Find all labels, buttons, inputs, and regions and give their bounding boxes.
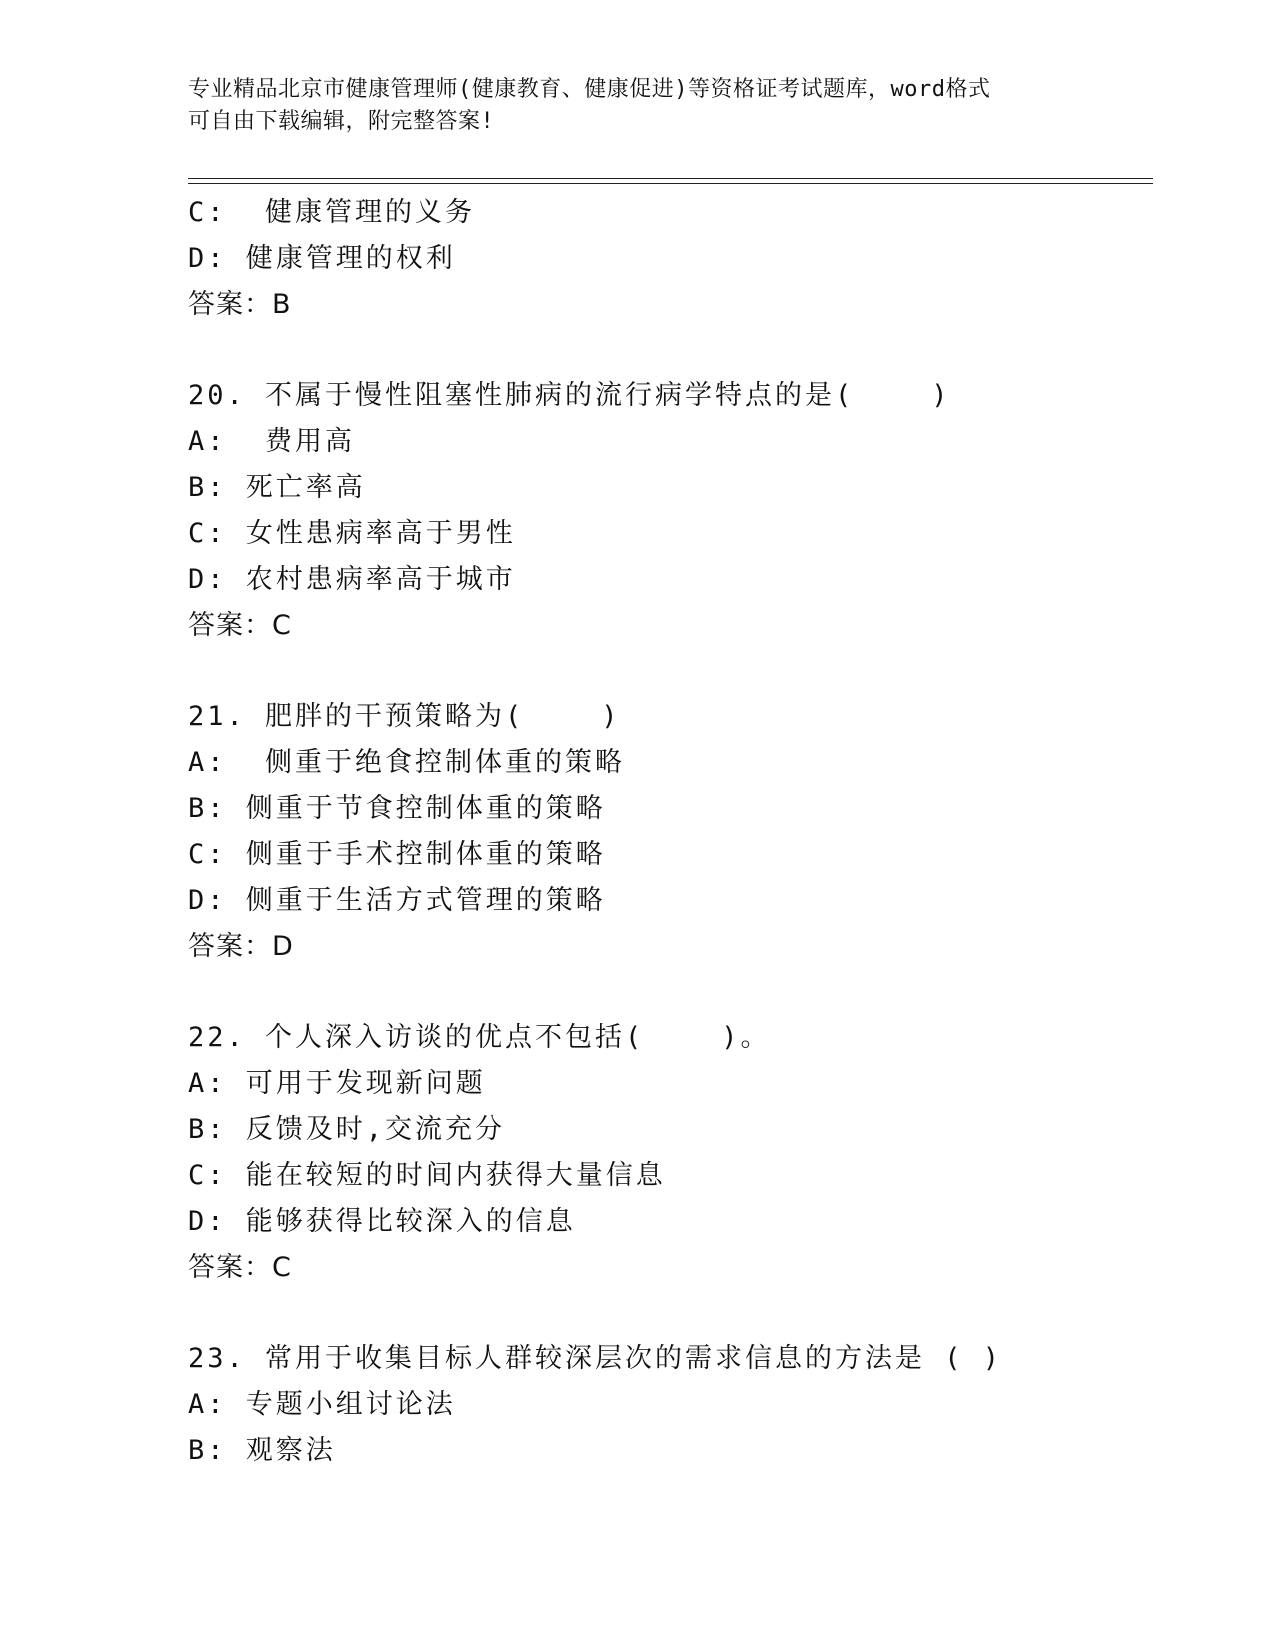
spacer xyxy=(188,970,1148,1015)
answer-label: 答案：C xyxy=(188,1252,292,1283)
answer-label: 答案：D xyxy=(188,931,294,962)
option-c: C: 侧重于手术控制体重的策略 xyxy=(188,839,606,870)
option-c: C: 女性患病率高于男性 xyxy=(188,518,516,549)
answer-label: 答案：C xyxy=(188,610,292,641)
option-a: A: 可用于发现新问题 xyxy=(188,1068,486,1099)
option-a: A: 费用高 xyxy=(188,426,356,457)
option-d: D: 侧重于生活方式管理的策略 xyxy=(188,885,606,916)
question-carryover xyxy=(188,190,1148,328)
option-b: B: 侧重于节食控制体重的策略 xyxy=(188,793,606,824)
answer-label: 答案：B xyxy=(188,289,292,320)
question-stem: 22. 个人深入访谈的优点不包括( )。 xyxy=(188,1022,771,1053)
header-divider-top xyxy=(188,178,1153,179)
option-c: C: 能在较短的时间内获得大量信息 xyxy=(188,1160,666,1191)
question-stem: 21. 肥胖的干预策略为( ) xyxy=(188,701,621,732)
header-divider-bottom xyxy=(188,183,1153,184)
spacer xyxy=(188,328,1148,373)
option-b: B: 死亡率高 xyxy=(188,472,366,503)
question-stem: 20. 不属于慢性阻塞性肺病的流行病学特点的是( ) xyxy=(188,380,951,411)
option-b: B: 反馈及时,交流充分 xyxy=(188,1114,506,1145)
header-line-2: 可自由下载编辑，附完整答案! xyxy=(188,109,495,134)
page-header xyxy=(188,74,1088,138)
option-d: D: 能够获得比较深入的信息 xyxy=(188,1206,576,1237)
question-list xyxy=(188,190,1148,1474)
question-stem: 23. 常用于收集目标人群较深层次的需求信息的方法是 ( ) xyxy=(188,1343,1003,1374)
question-23 xyxy=(188,1336,1148,1474)
question-21 xyxy=(188,694,1148,970)
question-20 xyxy=(188,373,1148,649)
option-a: A: 侧重于绝食控制体重的策略 xyxy=(188,747,626,778)
option-d: D: 农村患病率高于城市 xyxy=(188,564,516,595)
spacer xyxy=(188,1291,1148,1336)
option-b: B: 观察法 xyxy=(188,1435,336,1466)
spacer xyxy=(188,649,1148,694)
option-c: C: 健康管理的义务 xyxy=(188,197,476,228)
header-line-1: 专业精品北京市健康管理师(健康教育、健康促进)等资格证考试题库，word格式 xyxy=(188,77,991,102)
question-22 xyxy=(188,1015,1148,1291)
option-d: D: 健康管理的权利 xyxy=(188,243,456,274)
option-a: A: 专题小组讨论法 xyxy=(188,1389,456,1420)
